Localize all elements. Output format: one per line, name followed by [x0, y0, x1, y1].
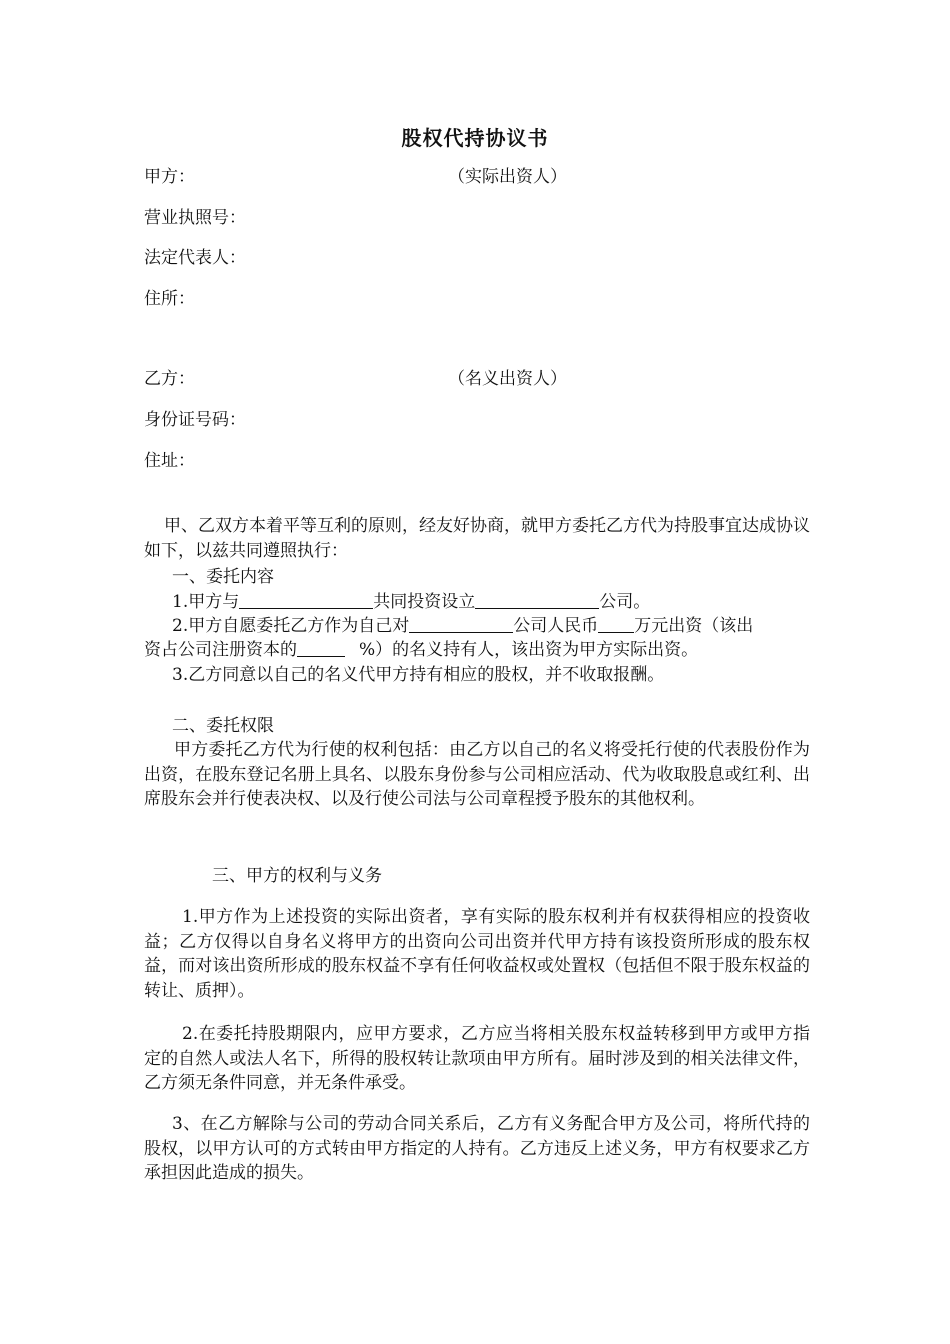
- document-title: 股权代持协议书: [401, 126, 549, 150]
- legal-representative-label: 法定代表人：: [144, 248, 246, 268]
- section2-body: 甲方委托乙方代为行使的权利包括：由乙方以自己的名义将受托行使的代表股份作为出资，在股东登记名册上具名、以股东身份参与公司相应活动、代为收取股息或红利、出席股东会并行使表决权、以及行使公司法与公司章程授予股东的其他权利。: [144, 740, 810, 809]
- section3-heading: 三、甲方的权利与义务: [212, 866, 382, 886]
- section3-item2: 2.在委托持股期限内，应甲方要求，乙方应当将相关股东权益转移到甲方或甲方指定的自然人或法人名下，所得的股权转让款项由甲方所有。届时涉及到的相关法律文件，乙方须无条件同意，并无条件承受。: [144, 1024, 810, 1093]
- item2-text-b: 公司人民币: [513, 616, 599, 636]
- party-a-address-label: 住所：: [144, 289, 195, 309]
- party-b-label: 乙方：: [144, 369, 195, 389]
- section2-heading: 二、委托权限: [172, 716, 274, 736]
- business-license-label: 营业执照号：: [144, 208, 246, 228]
- item2-text-e: %）的名义持有人，该出资为甲方实际出资。: [359, 640, 699, 660]
- item1-text-a: 1.甲方与: [172, 592, 240, 612]
- section1-item1: [172, 590, 650, 614]
- id-number-label: 身份证号码：: [144, 410, 246, 430]
- intro-paragraph: 甲、乙双方本着平等互利的原则，经友好协商，就甲方委托乙方代为持股事宜达成协议如下，以兹共同遵照执行：: [144, 516, 810, 561]
- section1-item3: 3.乙方同意以自己的名义代甲方持有相应的股权，并不收取报酬。: [172, 665, 665, 685]
- party-b-role: （名义出资人）: [448, 369, 567, 389]
- party-b-address-label: 住址：: [144, 451, 195, 471]
- blank-field: [598, 614, 634, 633]
- blank-field: [409, 614, 513, 633]
- section3-item3: 3、在乙方解除与公司的劳动合同关系后，乙方有义务配合甲方及公司，将所代持的股权，以甲方认可的方式转由甲方指定的人持有。乙方违反上述义务，甲方有权要求乙方承担因此造成的损失。: [144, 1114, 810, 1183]
- item2-text-d: 资占公司注册资本的: [144, 640, 297, 660]
- blank-field: [239, 590, 373, 609]
- item1-text-b: 共同投资设立: [373, 592, 476, 612]
- section1-item2-line1: [172, 614, 753, 638]
- section1-item2-line2: [144, 638, 698, 662]
- blank-field: [475, 590, 599, 609]
- item2-text-a: 2.甲方自愿委托乙方作为自己对: [172, 616, 410, 636]
- party-a-label: 甲方：: [144, 167, 195, 187]
- section3-item1: 1.甲方作为上述投资的实际出资者，享有实际的股东权利并有权获得相应的投资收益；乙方仅得以自身名义将甲方的出资向公司出资并代甲方持有该投资所形成的股东权益，而对该出资所形成的股东权益不享有任何收益权或处置权（包括但不限于股东权益的转让、质押）。: [144, 907, 810, 1001]
- party-a-role: （实际出资人）: [448, 167, 567, 187]
- item2-text-c: 万元出资（该出: [634, 616, 754, 636]
- blank-field: [297, 638, 345, 657]
- item1-text-c: 公司。: [599, 592, 651, 612]
- section1-heading: 一、委托内容: [172, 567, 274, 587]
